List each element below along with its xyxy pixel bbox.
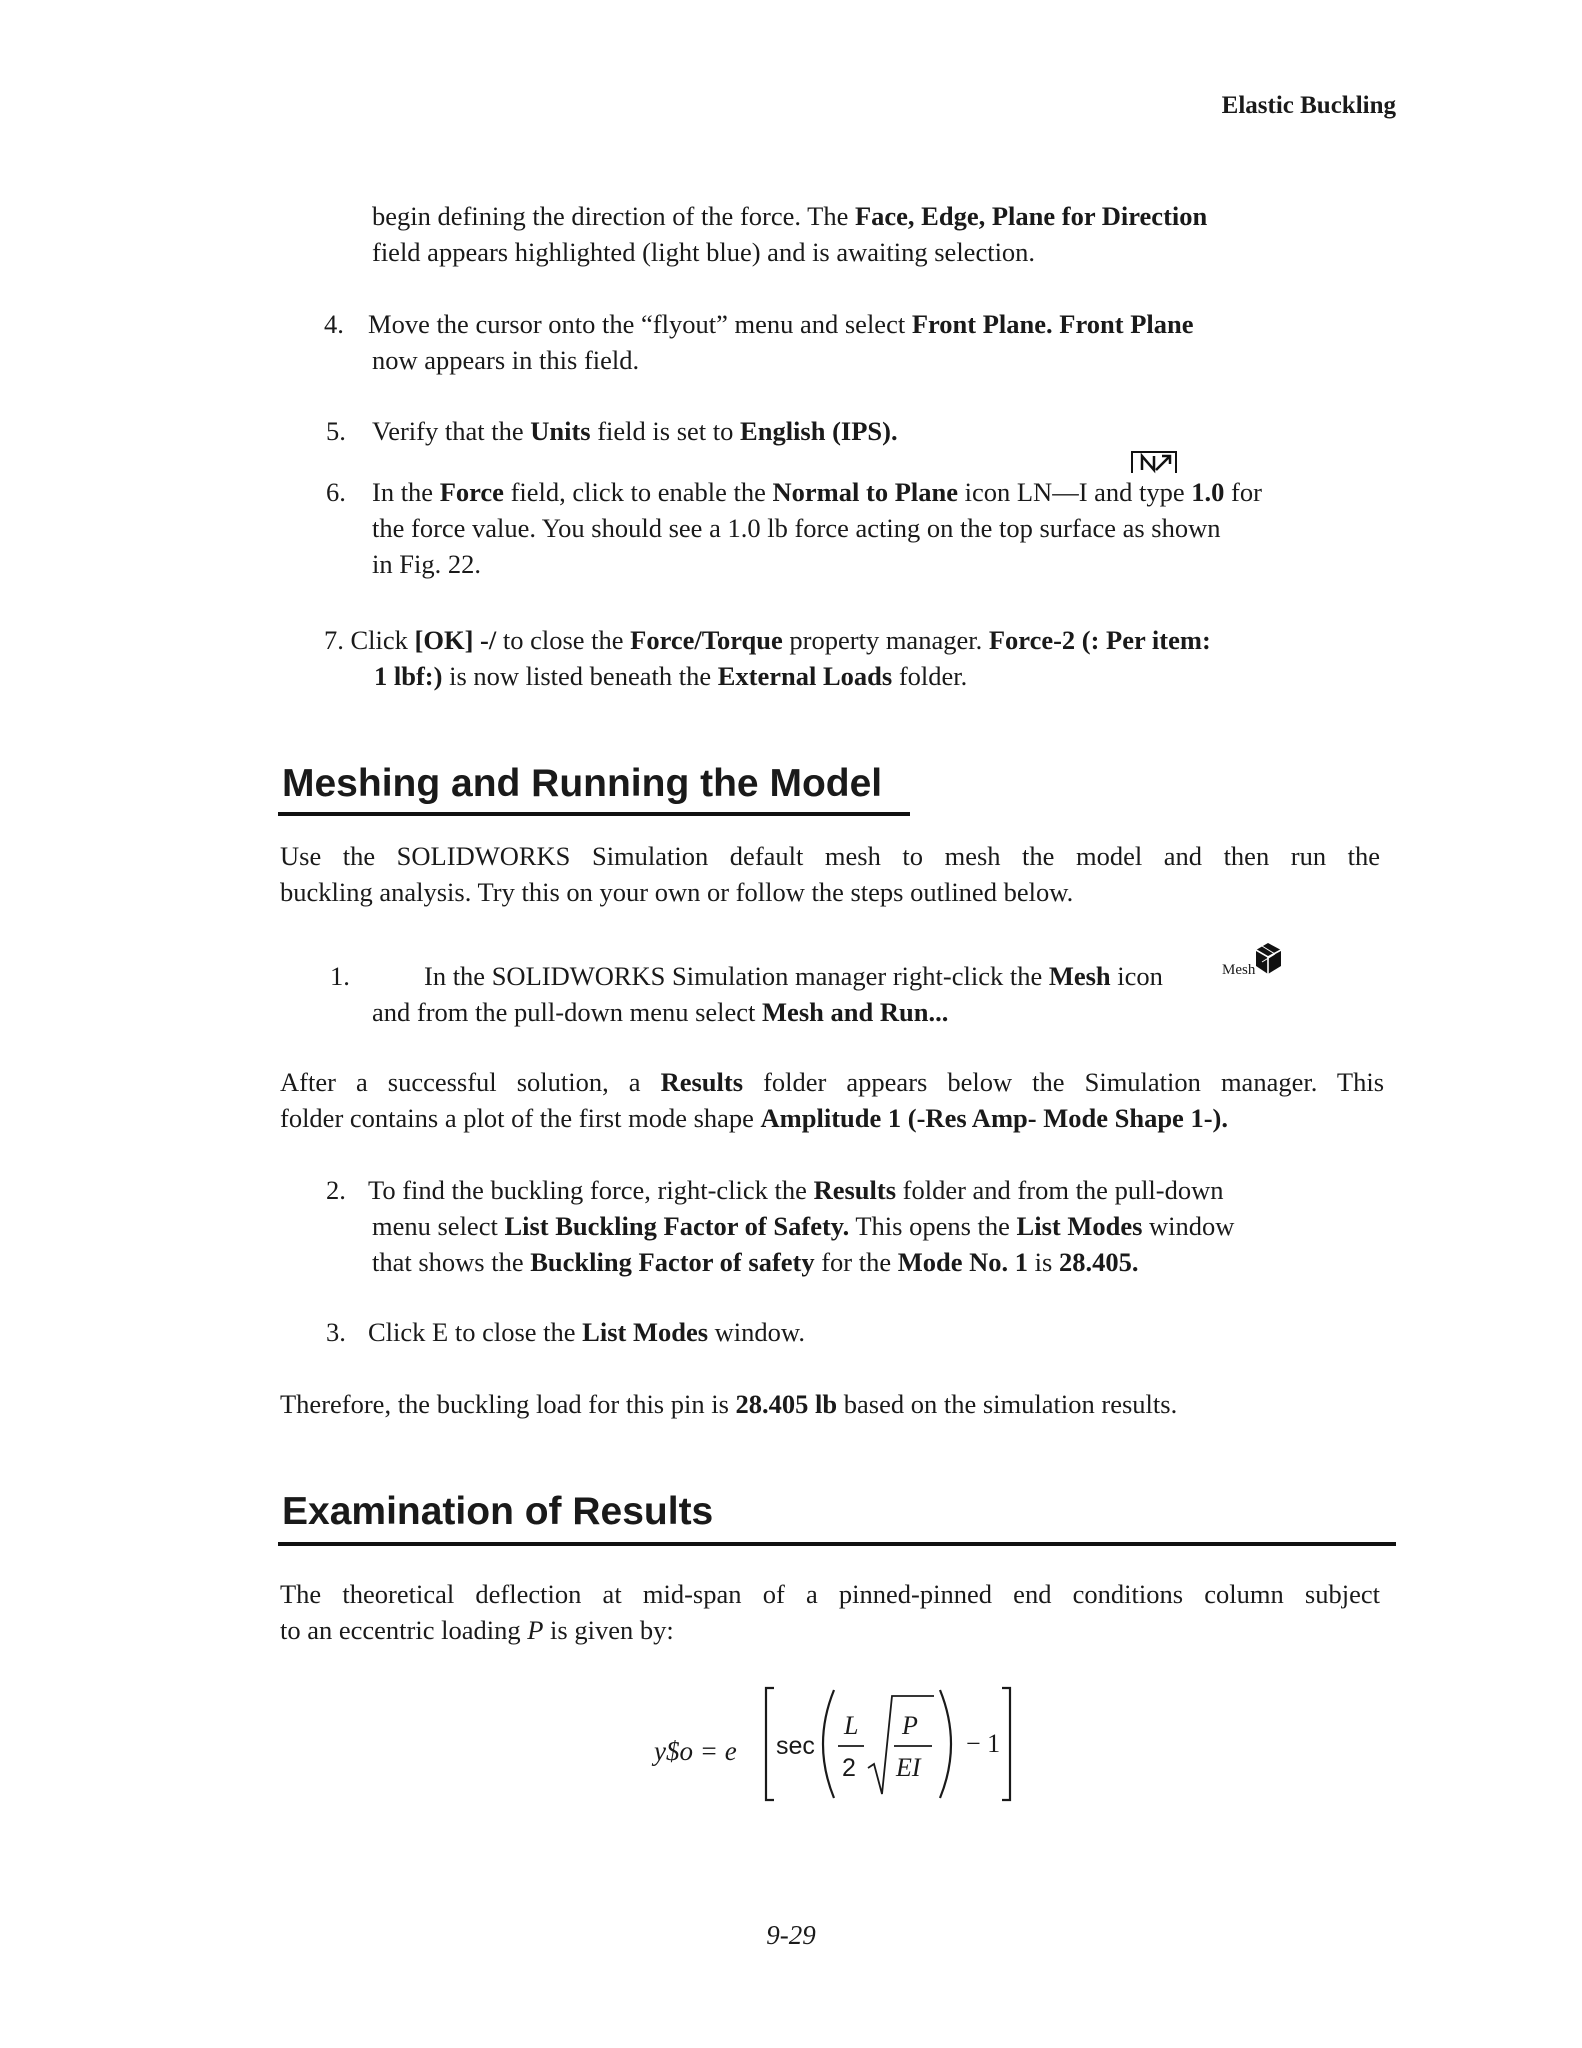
mesh-step2-number: 2. (326, 1175, 346, 1205)
heading-underline (278, 812, 910, 816)
meshing-intro-paragraph: Use the SOLIDWORKS Simulation default mesh to mesh the model and then run the buckling analysis. Try this on your own or follow the steps outlined below. (280, 841, 1380, 907)
running-header: Elastic Buckling (1221, 92, 1396, 119)
mesh-step1-line1: In the SOLIDWORKS Simulation manager right-click the Mesh icon (424, 961, 1163, 991)
equation-P: P (902, 1711, 918, 1740)
mesh-step2-text: To find the buckling force, right-click the Results folder and from the pull-down menu select List Buckling Factor of Safety. This opens the List Modes window that shows the Buckling Factor of safety for the Mode No. 1 is 28.405. (368, 1175, 1235, 1277)
mesh-step3-text: Click E to close the List Modes window. (368, 1317, 805, 1347)
equation-sec: sec (776, 1732, 815, 1760)
step4-text: Move the cursor onto the “flyout” menu and select Front Plane. Front Plane now appears in this field. (368, 309, 1194, 375)
mesh-step1-number: 1. (330, 961, 350, 991)
equation-lhs: y$o = e (654, 1736, 737, 1766)
equation-two: 2 (842, 1754, 856, 1782)
mesh-step1-line2: and from the pull-down menu select Mesh and Run... (372, 997, 949, 1027)
buckling-load-statement: Therefore, the buckling load for this pin is 28.405 lb based on the simulation results. (280, 1389, 1178, 1419)
page-number: 9-29 (766, 1920, 816, 1950)
results-paragraph: After a successful solution, a Results folder appears below the Simulation manager. This folder contains a plot of the first mode shape Amplitude 1 (-Res Amp- Mode Shape 1-). (280, 1067, 1385, 1133)
deflection-equation (650, 1676, 1030, 1820)
step6-text: In the Force field, click to enable the Normal to Plane icon LN—I and type 1.0 for the force value. You should see a 1.0 lb force acting on the top surface as shown in Fig. 22. (372, 477, 1262, 579)
mesh-step3-number: 3. (326, 1317, 346, 1347)
heading-rule (278, 1542, 1396, 1546)
equation-minus-one: − 1 (966, 1729, 1001, 1758)
examination-paragraph: The theoretical deflection at mid-span of a pinned-pinned end conditions column subject to an eccentric loading P is given by: (280, 1579, 1380, 1645)
step4-number: 4. (324, 309, 344, 339)
mesh-icon-label: Mesh (1222, 962, 1256, 978)
step5-number: 5. (326, 416, 346, 446)
step5-text: Verify that the Units field is set to English (IPS). (372, 416, 898, 446)
normal-to-plane-icon (1130, 450, 1178, 474)
step6-number: 6. (326, 477, 346, 507)
mesh-icon (1222, 940, 1288, 982)
step7-text: 7. Click [OK] -/ to close the Force/Torque property manager. Force-2 (: Per item: 1 lbf:) is now listed beneath the External Loads folder. (324, 625, 1211, 691)
equation-EI: EI (896, 1753, 921, 1782)
section-heading-examination: Examination of Results (282, 1490, 714, 1533)
step3-continuation: begin defining the direction of the force. The Face, Edge, Plane for Direction field appears highlighted (light blue) and is awaiting selection. (372, 201, 1208, 267)
section-heading-meshing: Meshing and Running the Model (282, 762, 883, 805)
equation-L: L (844, 1711, 859, 1740)
